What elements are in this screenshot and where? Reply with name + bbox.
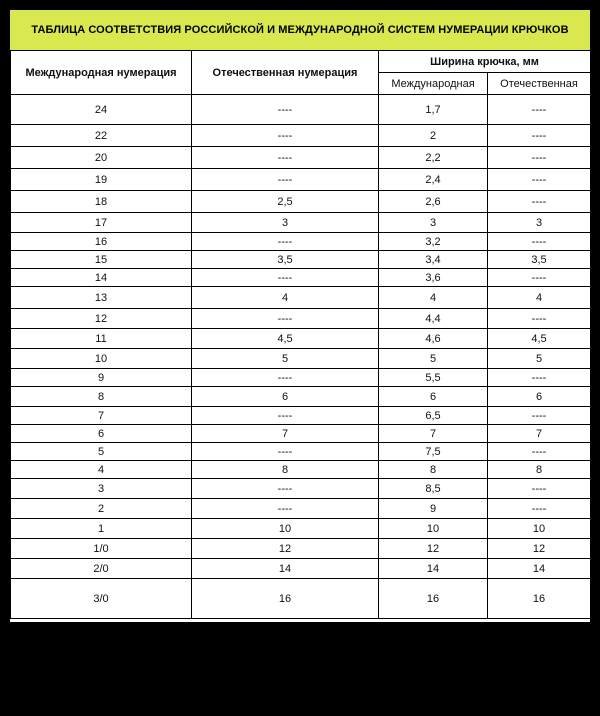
cell-domestic-number: ----: [192, 125, 379, 147]
cell-domestic-number: ----: [192, 407, 379, 425]
cell-width-domestic: 16: [488, 579, 591, 619]
cell-international-number: 15: [11, 251, 192, 269]
cell-width-international: 3: [379, 213, 488, 233]
hook-size-table: [10, 50, 591, 619]
cell-width-domestic: 12: [488, 539, 591, 559]
cell-width-domestic: ----: [488, 147, 591, 169]
cell-width-domestic: ----: [488, 191, 591, 213]
cell-width-international: 2,4: [379, 169, 488, 191]
table-row: [11, 369, 591, 387]
cell-width-domestic: 4,5: [488, 329, 591, 349]
cell-domestic-number: ----: [192, 499, 379, 519]
cell-width-international: 9: [379, 499, 488, 519]
table-row: [11, 579, 591, 619]
cell-domestic-number: ----: [192, 233, 379, 251]
cell-domestic-number: ----: [192, 147, 379, 169]
table-row: [11, 125, 591, 147]
cell-international-number: 9: [11, 369, 192, 387]
cell-width-international: 3,6: [379, 269, 488, 287]
table-body: [11, 95, 591, 619]
cell-international-number: 12: [11, 309, 192, 329]
cell-width-international: 3,4: [379, 251, 488, 269]
cell-international-number: 3/0: [11, 579, 192, 619]
cell-international-number: 1: [11, 519, 192, 539]
cell-domestic-number: 10: [192, 519, 379, 539]
cell-domestic-number: 3: [192, 213, 379, 233]
table-row: [11, 287, 591, 309]
cell-domestic-number: 6: [192, 387, 379, 407]
table-row: [11, 559, 591, 579]
cell-width-domestic: ----: [488, 479, 591, 499]
cell-international-number: 3: [11, 479, 192, 499]
cell-domestic-number: 4: [192, 287, 379, 309]
header-width: Ширина крючка, мм: [379, 51, 591, 73]
cell-domestic-number: 14: [192, 559, 379, 579]
cell-width-international: 3,2: [379, 233, 488, 251]
table-row: [11, 519, 591, 539]
cell-domestic-number: ----: [192, 169, 379, 191]
header-width-international: Международная: [379, 73, 488, 95]
cell-international-number: 22: [11, 125, 192, 147]
cell-international-number: 5: [11, 443, 192, 461]
table-row: [11, 349, 591, 369]
cell-width-domestic: 8: [488, 461, 591, 479]
cell-width-international: 8: [379, 461, 488, 479]
cell-width-international: 16: [379, 579, 488, 619]
cell-international-number: 16: [11, 233, 192, 251]
cell-domestic-number: 16: [192, 579, 379, 619]
cell-domestic-number: 4,5: [192, 329, 379, 349]
table-row: [11, 387, 591, 407]
cell-width-domestic: ----: [488, 269, 591, 287]
cell-width-international: 12: [379, 539, 488, 559]
cell-domestic-number: 7: [192, 425, 379, 443]
table-row: [11, 95, 591, 125]
cell-width-domestic: ----: [488, 309, 591, 329]
table-row: [11, 269, 591, 287]
cell-width-domestic: ----: [488, 499, 591, 519]
cell-domestic-number: ----: [192, 369, 379, 387]
cell-international-number: 19: [11, 169, 192, 191]
cell-domestic-number: ----: [192, 269, 379, 287]
cell-width-international: 14: [379, 559, 488, 579]
cell-international-number: 14: [11, 269, 192, 287]
table-row: [11, 425, 591, 443]
cell-domestic-number: ----: [192, 95, 379, 125]
cell-width-international: 10: [379, 519, 488, 539]
header-width-domestic: Отечественная: [488, 73, 591, 95]
table-row: [11, 539, 591, 559]
table-row: [11, 251, 591, 269]
table-row: [11, 479, 591, 499]
cell-width-domestic: ----: [488, 233, 591, 251]
cell-width-international: 6: [379, 387, 488, 407]
cell-width-domestic: ----: [488, 443, 591, 461]
cell-international-number: 18: [11, 191, 192, 213]
cell-width-domestic: ----: [488, 407, 591, 425]
table-row: [11, 191, 591, 213]
cell-international-number: 11: [11, 329, 192, 349]
cell-width-domestic: 3: [488, 213, 591, 233]
cell-domestic-number: 3,5: [192, 251, 379, 269]
cell-width-international: 2,6: [379, 191, 488, 213]
cell-width-international: 2: [379, 125, 488, 147]
table-row: [11, 329, 591, 349]
cell-width-international: 1,7: [379, 95, 488, 125]
cell-width-international: 8,5: [379, 479, 488, 499]
table-title: ТАБЛИЦА СООТВЕТСТВИЯ РОССИЙСКОЙ И МЕЖДУНАРОДНОЙ СИСТЕМ НУМЕРАЦИИ КРЮЧКОВ: [10, 10, 590, 50]
cell-width-domestic: ----: [488, 125, 591, 147]
cell-domestic-number: 8: [192, 461, 379, 479]
cell-width-international: 7: [379, 425, 488, 443]
cell-width-domestic: 5: [488, 349, 591, 369]
cell-international-number: 20: [11, 147, 192, 169]
cell-width-international: 4,6: [379, 329, 488, 349]
cell-international-number: 4: [11, 461, 192, 479]
cell-width-international: 5: [379, 349, 488, 369]
cell-domestic-number: 12: [192, 539, 379, 559]
cell-width-domestic: ----: [488, 169, 591, 191]
document-sheet: [10, 10, 590, 622]
cell-international-number: 10: [11, 349, 192, 369]
cell-international-number: 2: [11, 499, 192, 519]
cell-international-number: 1/0: [11, 539, 192, 559]
cell-width-domestic: 3,5: [488, 251, 591, 269]
header-international: Международная нумерация: [11, 51, 192, 95]
table-row: [11, 461, 591, 479]
table-row: [11, 407, 591, 425]
cell-width-domestic: ----: [488, 369, 591, 387]
cell-width-domestic: ----: [488, 95, 591, 125]
cell-international-number: 2/0: [11, 559, 192, 579]
table-row: [11, 233, 591, 251]
table-row: [11, 213, 591, 233]
cell-domestic-number: ----: [192, 443, 379, 461]
cell-domestic-number: 2,5: [192, 191, 379, 213]
table-row: [11, 147, 591, 169]
table-row: [11, 499, 591, 519]
cell-width-international: 4,4: [379, 309, 488, 329]
cell-domestic-number: 5: [192, 349, 379, 369]
table-row: [11, 169, 591, 191]
cell-international-number: 6: [11, 425, 192, 443]
cell-width-domestic: 7: [488, 425, 591, 443]
cell-width-international: 4: [379, 287, 488, 309]
cell-width-international: 2,2: [379, 147, 488, 169]
table-row: [11, 309, 591, 329]
cell-width-domestic: 10: [488, 519, 591, 539]
cell-international-number: 17: [11, 213, 192, 233]
cell-width-international: 6,5: [379, 407, 488, 425]
cell-international-number: 24: [11, 95, 192, 125]
cell-width-domestic: 14: [488, 559, 591, 579]
cell-width-international: 7,5: [379, 443, 488, 461]
header-domestic: Отечественная нумерация: [192, 51, 379, 95]
cell-international-number: 7: [11, 407, 192, 425]
cell-width-domestic: 4: [488, 287, 591, 309]
cell-domestic-number: ----: [192, 309, 379, 329]
cell-domestic-number: ----: [192, 479, 379, 499]
cell-international-number: 8: [11, 387, 192, 407]
cell-width-international: 5,5: [379, 369, 488, 387]
cell-international-number: 13: [11, 287, 192, 309]
cell-width-domestic: 6: [488, 387, 591, 407]
table-row: [11, 443, 591, 461]
